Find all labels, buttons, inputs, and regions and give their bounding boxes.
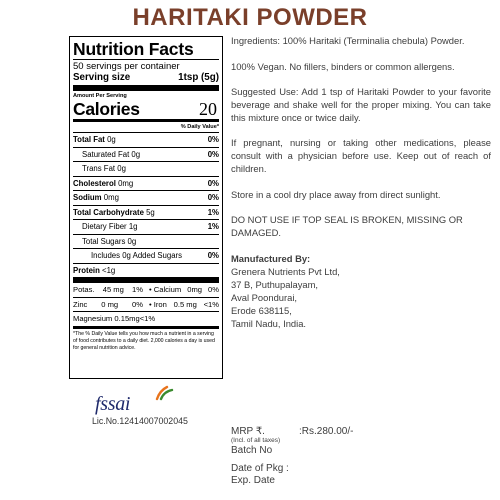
mineral-row-magnesium: Magnesium 0.15mg <1% xyxy=(73,314,156,323)
ingredients-text: Ingredients: 100% Haritaki (Terminalia chebula) Powder. xyxy=(231,35,465,46)
manufacturer-block xyxy=(231,253,491,331)
amount-per-serving: Amount Per Serving xyxy=(73,93,127,99)
storage-text: Store in a cool dry place away from direct sunlight. xyxy=(231,188,441,200)
mineral-row-zinc-iron: Zinc 0 mg 0% • Iron 0.5 mg <1% xyxy=(73,299,219,309)
nutrient-row-total-fat: Total Fat 0g 0% xyxy=(73,132,219,147)
serving-size-row xyxy=(73,72,219,85)
pricing-block xyxy=(231,426,491,487)
fssai-logo xyxy=(95,389,215,415)
calories-value: 20 xyxy=(199,99,217,119)
nutrient-row-added-sugars: Includes 0g Added Sugars 0% xyxy=(73,248,219,263)
packaging-date-label: Date of Pkg : xyxy=(231,463,289,474)
nutrient-row-total-sugars: Total Sugars 0g xyxy=(73,234,219,249)
manufacturer-line: Erode 638115, xyxy=(231,304,292,316)
nutrient-row-cholesterol: Cholesterol 0mg 0% xyxy=(73,176,219,191)
fssai-logo-text: fssai xyxy=(95,393,131,415)
batch-number-label: Batch No xyxy=(231,445,273,456)
seal-warning-text: DO NOT USE IF TOP SEAL IS BROKEN, MISSING OR DAMAGED. xyxy=(231,214,463,238)
mineral-row-potassium-calcium: Potas. 45 mg 1% • Calcium 0mg 0% xyxy=(73,285,219,294)
daily-value-header: % Daily Value* xyxy=(180,124,219,130)
daily-value-footnote: *The % Daily Value tells you how much a nutrient in a serving of food contributes to a daily diet. 2,000 calories a day is used for general nutrition advice. xyxy=(73,330,215,351)
servings-per-container: 50 servings per container xyxy=(73,61,180,72)
nutrient-row-dietary-fiber: Dietary Fiber 1g 1% xyxy=(73,219,219,234)
nutrient-row-protein: Protein <1g xyxy=(73,263,219,278)
manufacturer-line: Tamil Nadu, India. xyxy=(231,317,307,329)
calories-label: Calories xyxy=(73,99,140,119)
incl-taxes-note: (Incl. of all taxes) xyxy=(231,437,281,444)
fssai-leaf-icon xyxy=(155,385,175,401)
nutrient-row-saturated-fat: Saturated Fat 0g 0% xyxy=(73,147,219,162)
manufacturer-line: Aval Poondurai, xyxy=(231,291,298,303)
serving-size-label: Serving size xyxy=(73,72,131,83)
nutrient-row-trans-fat: Trans Fat 0g xyxy=(73,161,219,176)
expiry-date-label: Exp. Date xyxy=(231,475,275,486)
serving-size-value: 1tsp (5g) xyxy=(178,72,219,83)
product-description xyxy=(231,35,491,330)
nutrition-facts-panel xyxy=(69,36,223,379)
product-title: HARITAKI POWDER xyxy=(132,4,368,31)
manufacturer-line: Grenera Nutrients Pvt Ltd, xyxy=(231,266,340,278)
manufacturer-line: 37 B, Puthupalayam, xyxy=(231,279,319,291)
pregnancy-warning-text: If pregnant, nursing or taking other medications, please consult with a physician before use. Keep out of reach of children. xyxy=(231,137,491,174)
mrp-label: MRP ₹. xyxy=(231,426,265,437)
calories-row xyxy=(73,100,219,119)
nutrient-row-sodium: Sodium 0mg 0% xyxy=(73,190,219,205)
fssai-license-number: Lic.No.12414007002045 xyxy=(92,416,188,426)
manufacturer-heading: Manufactured By: xyxy=(231,252,311,264)
nutrition-facts-heading: Nutrition Facts xyxy=(73,39,194,59)
nutrient-row-total-carbohydrate: Total Carbohydrate 5g 1% xyxy=(73,205,219,220)
vegan-text: 100% Vegan. No fillers, binders or common allergens. xyxy=(231,60,455,72)
suggested-use-text: Suggested Use: Add 1 tsp of Haritaki Powder to your favorite beverage and shake well for the proper mixing. You can take this mixture once or twice daily. xyxy=(231,86,491,123)
mrp-value: :Rs.280.00/- xyxy=(299,426,354,437)
